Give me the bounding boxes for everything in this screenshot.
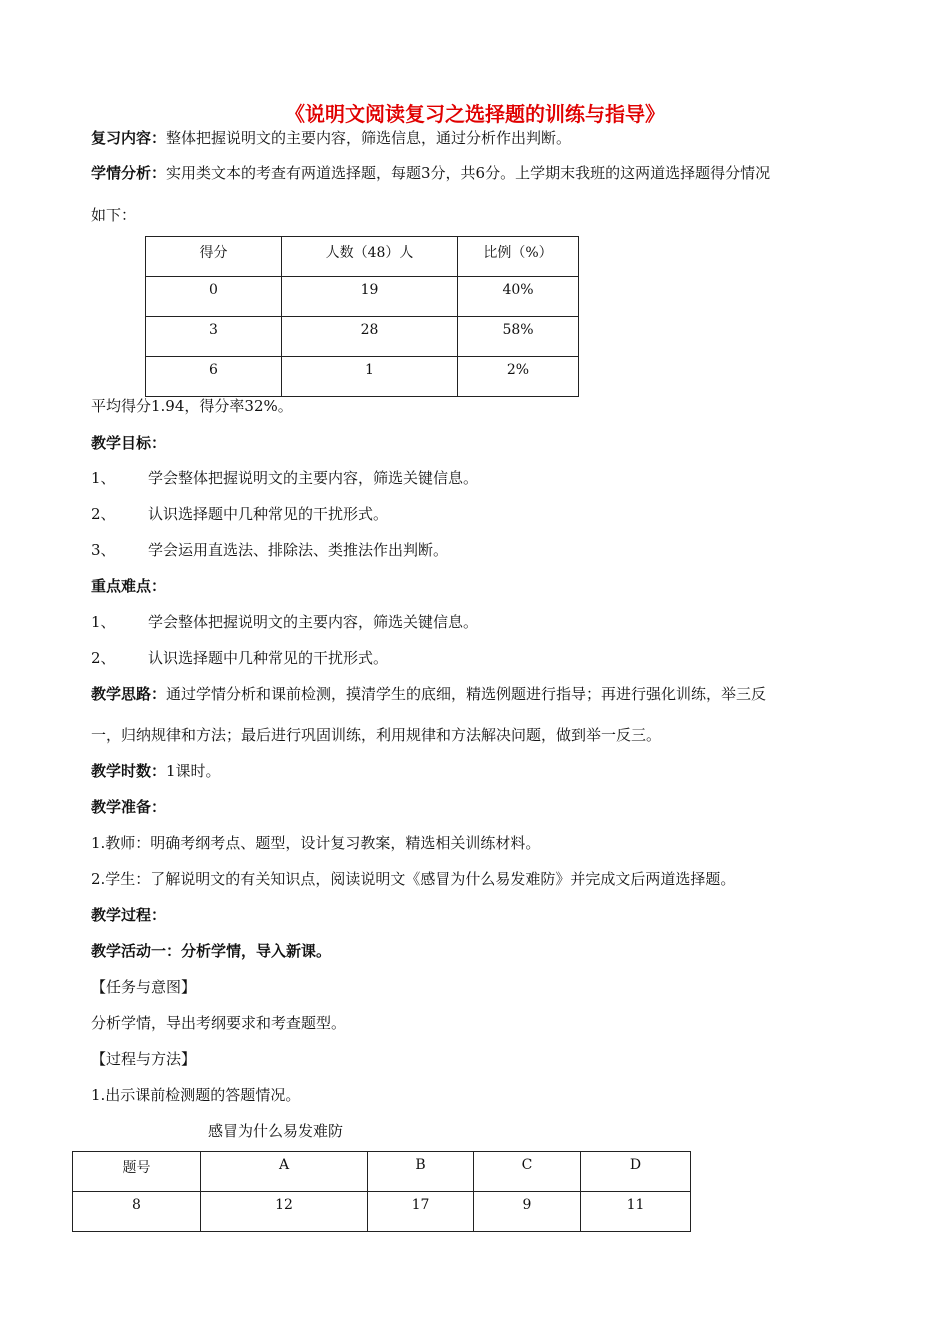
table-cell: 11	[581, 1192, 691, 1232]
table-cell: 12	[201, 1192, 368, 1232]
table-row	[146, 277, 579, 317]
table-cell: 6	[146, 357, 282, 397]
goal-item: 2、 认识选择题中几种常见的干扰形式。	[91, 505, 389, 523]
method-heading: 【过程与方法】	[91, 1050, 197, 1068]
key-point-item: 1、 学会整体把握说明文的主要内容，筛选关键信息。	[91, 613, 479, 631]
table-cell: 8	[73, 1192, 201, 1232]
table-header-cell: C	[474, 1152, 581, 1192]
table-row	[146, 317, 579, 357]
table-cell: 28	[282, 317, 458, 357]
method-item: 1.出示课前检测题的答题情况。	[91, 1086, 301, 1104]
table-cell: 0	[146, 277, 282, 317]
table-header-cell: A	[201, 1152, 368, 1192]
table-header-cell: 人数（48）人	[282, 237, 458, 277]
table-cell: 2%	[458, 357, 579, 397]
preparation-item: 2.学生：了解说明文的有关知识点，阅读说明文《感冒为什么易发难防》并完成文后两道选择题。	[91, 870, 736, 888]
review-content-text: 整体把握说明文的主要内容，筛选信息，通过分析作出判断。	[166, 129, 572, 147]
score-table	[145, 236, 579, 397]
table-row	[73, 1192, 691, 1232]
table-cell: 19	[282, 277, 458, 317]
table-cell: 40%	[458, 277, 579, 317]
table-caption: 感冒为什么易发难防	[208, 1122, 344, 1140]
review-content-label: 复习内容：	[91, 129, 167, 147]
table-cell: 9	[474, 1192, 581, 1232]
approach-text: 通过学情分析和课前检测，摸清学生的底细，精选例题进行指导；再进行强化训练，举三反	[166, 685, 767, 703]
table-cell: 3	[146, 317, 282, 357]
table-header-cell: B	[368, 1152, 474, 1192]
preparation-heading: 教学准备：	[91, 798, 167, 816]
answer-table	[72, 1151, 691, 1232]
approach-continuation: 一，归纳规律和方法；最后进行巩固训练，利用规律和方法解决问题，做到举一反三。	[91, 726, 662, 744]
hours	[91, 760, 221, 781]
average-score: 平均得分1.94，得分率32%。	[91, 397, 293, 415]
table-row	[146, 357, 579, 397]
hours-text: 1课时。	[166, 762, 221, 780]
approach-label: 教学思路：	[91, 685, 167, 703]
hours-label: 教学时数：	[91, 762, 167, 780]
table-header-cell: 比例（%）	[458, 237, 579, 277]
analysis-label: 学情分析：	[91, 164, 167, 182]
key-point-item: 2、 认识选择题中几种常见的干扰形式。	[91, 649, 389, 667]
table-cell: 58%	[458, 317, 579, 357]
activity-heading: 教学活动一：分析学情，导入新课。	[91, 942, 332, 960]
approach	[91, 683, 766, 704]
review-content	[91, 127, 571, 148]
table-cell: 17	[368, 1192, 474, 1232]
analysis-text: 实用类文本的考查有两道选择题，每题3分，共6分。上学期末我班的这两道选择题得分情况	[166, 164, 771, 182]
preparation-item: 1.教师：明确考纲考点、题型，设计复习教案，精选相关训练材料。	[91, 834, 541, 852]
goal-item: 1、 学会整体把握说明文的主要内容，筛选关键信息。	[91, 469, 479, 487]
table-cell: 1	[282, 357, 458, 397]
analysis	[91, 162, 770, 183]
table-header-cell: 得分	[146, 237, 282, 277]
goals-heading: 教学目标：	[91, 434, 167, 452]
analysis-continuation: 如下：	[91, 206, 137, 224]
table-header-row	[73, 1152, 691, 1192]
document-title: 《说明文阅读复习之选择题的训练与指导》	[285, 102, 665, 126]
goal-item: 3、 学会运用直选法、排除法、类推法作出判断。	[91, 541, 449, 559]
table-header-cell: 题号	[73, 1152, 201, 1192]
process-heading: 教学过程：	[91, 906, 167, 924]
task-text: 分析学情，导出考纲要求和考查题型。	[91, 1014, 347, 1032]
key-points-heading: 重点难点：	[91, 577, 167, 595]
table-header-cell: D	[581, 1152, 691, 1192]
table-header-row	[146, 237, 579, 277]
task-heading: 【任务与意图】	[91, 978, 197, 996]
